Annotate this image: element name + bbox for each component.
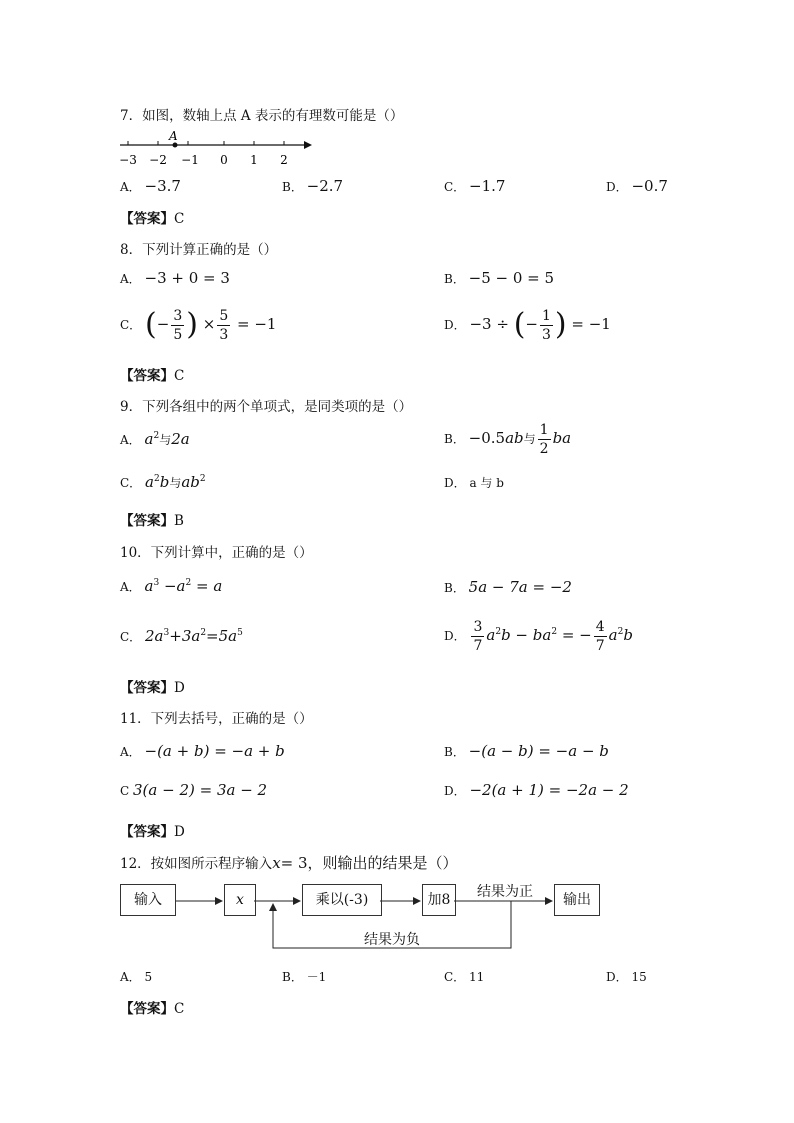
flow-input-box: 输入 (120, 884, 176, 916)
q10-option-d: D． $\frac{3}{7}$ $a^2b - ba^2$ = − $\frac{4}{7}$ $a^2b$ (444, 618, 633, 654)
tick-label: 0 (220, 153, 228, 167)
q12-option-a: A． 5 (120, 970, 153, 984)
q9-option-b: B． −0.5ab与 $\frac{1}{2}$ ba (444, 421, 572, 457)
flow-positive-label: 结果为正 (477, 884, 533, 900)
q10-option-a: A． $a^3 -a^2 = a$ (120, 577, 223, 595)
tick-label: 1 (250, 153, 258, 167)
q8-option-a: A． −3 + 0 = 3 (120, 269, 230, 287)
q7-stem: 7．如图，数轴上点 A 表示的有理数可能是（） (120, 108, 404, 124)
q7-option-c: C． −1.7 (444, 177, 506, 195)
q11-option-d: D． −2(a + 1) = −2a − 2 (444, 781, 629, 799)
q9-option-a: A． $a^2$与2a (120, 430, 190, 448)
q12-option-c: C． 11 (444, 970, 485, 984)
flow-x-box: x (224, 884, 256, 916)
q9-option-d: D． a 与 b (444, 476, 504, 490)
q10-stem: 10．下列计算中，正确的是（） (120, 545, 313, 561)
q7-answer: 【答案】C (120, 211, 185, 227)
q8-answer: 【答案】C (120, 368, 185, 384)
q8-option-d: D． −3 ÷ (− $\frac{1}{3}$ ) = −1 (444, 307, 611, 343)
q7-option-b: B． −2.7 (282, 177, 344, 195)
q8-stem: 8．下列计算正确的是（） (120, 242, 278, 258)
tick-label: −2 (149, 153, 167, 167)
q8-option-c: C． (− $\frac{3}{5}$ ) × $\frac{5}{3}$ = −1 (120, 307, 277, 343)
flow-output-box: 输出 (554, 884, 600, 916)
q11-option-c: C 3(a − 2) = 3a − 2 (120, 781, 268, 799)
q10-answer: 【答案】D (120, 680, 185, 696)
q7-number-line (118, 128, 318, 172)
tick-label: 2 (280, 153, 288, 167)
flow-negative-label: 结果为负 (364, 932, 420, 948)
q9-answer: 【答案】B (120, 513, 184, 529)
q9-stem: 9．下列各组中的两个单项式，是同类项的是（） (120, 399, 413, 415)
q8-option-b: B． −5 − 0 = 5 (444, 269, 555, 287)
q10-option-b: B． 5a − 7a = −2 (444, 578, 572, 596)
q12-option-d: D． 15 (606, 970, 647, 984)
point-a-label: A (169, 129, 178, 143)
q10-option-c: C． $2a^3+3a^2=5a^5$ (120, 627, 243, 645)
q11-option-b: B． −(a − b) = −a − b (444, 742, 609, 760)
q12-option-b: B． －1 (282, 970, 327, 984)
flow-multiply-box: 乘以(-3) (302, 884, 382, 916)
q7-option-a: A． −3.7 (120, 177, 181, 195)
q12-answer: 【答案】C (120, 1001, 185, 1017)
tick-label: −3 (119, 153, 137, 167)
point-a-marker (173, 143, 178, 148)
tick-label: −1 (181, 153, 199, 167)
q9-option-c: C． $a^2b$与$ab^2$ (120, 473, 206, 491)
q7-option-d: D． −0.7 (606, 177, 668, 195)
q12-stem: 12．按如图所示程序输入x= 3，则输出的结果是（） (120, 854, 458, 872)
q11-answer: 【答案】D (120, 824, 185, 840)
flow-add-box: 加8 (422, 884, 456, 916)
q11-stem: 11．下列去括号，正确的是（） (120, 711, 313, 727)
q11-option-a: A． −(a + b) = −a + b (120, 742, 285, 760)
